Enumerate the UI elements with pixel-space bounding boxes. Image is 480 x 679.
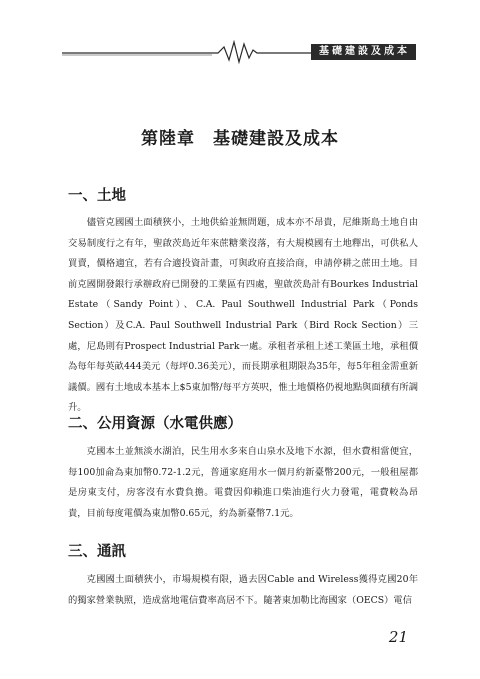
section-heading: 二、公用資源（水電供應） xyxy=(68,416,242,432)
page-number: 21 xyxy=(388,628,408,646)
section-telecom xyxy=(68,540,418,611)
section-land xyxy=(68,184,418,419)
section-paragraph: 儘管克國國土面積狹小，土地供給並無問題，成本亦不昂貴，尼維斯島土地自由交易制度行之有年，聖啟茨島近年來蔗糖業沒落，有大規模國有土地釋出，可供私人買賣，價格適宜，若有合適投資計畫，可與政府直接洽商，申請停耕之蔗田土地。目前克國開發銀行承辦政府已開發的工業區有四處，聖啟茨島計有Bourkes Industrial Estate（Sandy Point）、C.A. Paul Southwell Industrial Park（Ponds Section）及C.A. Paul Southwell Industrial Park（Bird Rock Section）三處，尼島則有Prospect Industrial Park一處。承租者承租上述工業區土地，承租價為每年每英畝444美元（每坪0.36美元），而長期承租期限為35年，每5年租金需重新議價。國有土地成本基本上$5東加幣/每平方英呎，惟土地價格仍視地點與面積有所調升。 xyxy=(68,217,418,414)
running-header-label: 基礎建設及成本 xyxy=(311,44,416,60)
running-header xyxy=(62,38,422,66)
section-paragraph: 克國本土並無淡水湖泊，民生用水多來自山泉水及地下水源，但水費相當便宜，每100加侖為東加幣0.72-1.2元，普通家庭用水一個月約新臺幣200元，一般租屋都是房東支付，房客沒有水費負擔。電費因仰賴進口柴油進行火力發電，電費較為昂貴，目前每度電價為東加幣0.65元，約為新臺幣7.1元。 xyxy=(68,446,418,519)
section-heading: 三、通訊 xyxy=(68,544,126,560)
section-paragraph: 克國國土面積狹小，市場規模有限，過去因Cable and Wireless獲得克國20年的獨家營業執照，造成當地電信費率高居不下。隨著東加勒比海國家（OECS）電信 xyxy=(68,574,418,606)
chapter-title: 第陸章 基礎建設及成本 xyxy=(141,129,339,149)
section-utilities xyxy=(68,412,418,524)
section-heading: 一、土地 xyxy=(68,188,126,204)
